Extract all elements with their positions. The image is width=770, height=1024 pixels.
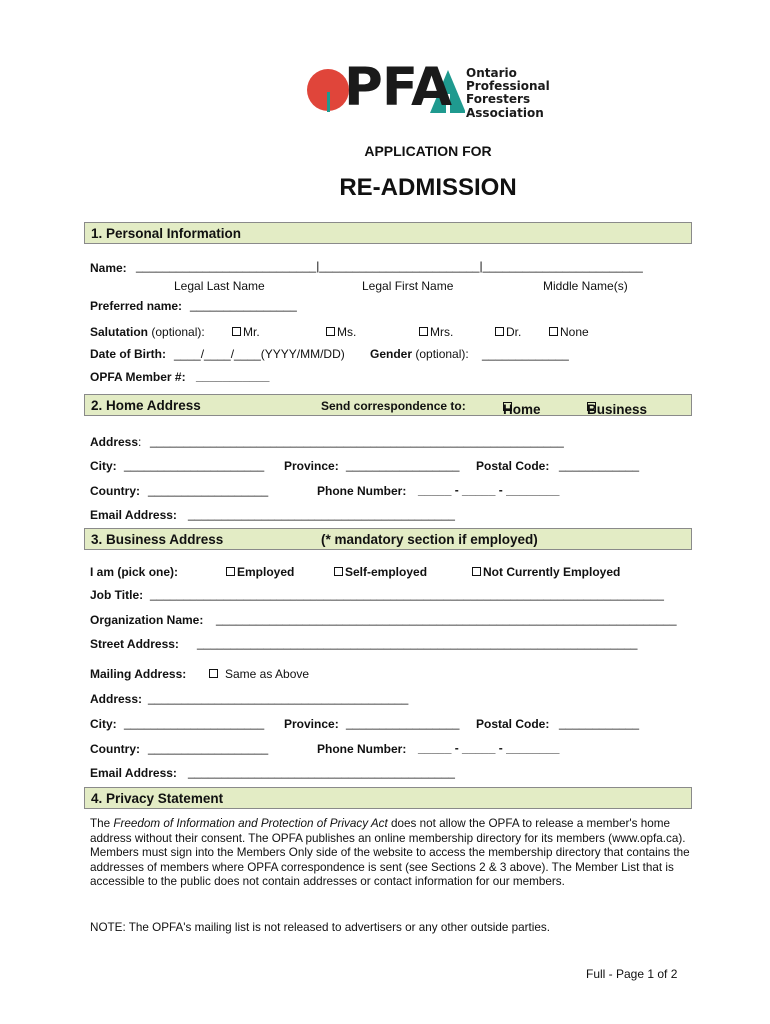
logo-org-line: Foresters <box>466 92 531 107</box>
country-label: Country: <box>90 742 140 756</box>
address-colon: : <box>138 435 142 449</box>
checkbox[interactable] <box>209 669 218 678</box>
option-label: Same as Above <box>225 667 310 681</box>
salutation-option-mr[interactable] <box>232 325 260 339</box>
page-number: Full - Page 1 of 2 <box>586 967 678 981</box>
logo-letters: PFA <box>344 57 451 118</box>
checkbox[interactable] <box>495 327 504 336</box>
name-label: Name: <box>90 261 127 275</box>
phone-label: Phone Number: <box>317 484 407 498</box>
business-city-field[interactable]: _____________________ <box>124 716 265 730</box>
mailing-list-note: NOTE: The OPFA's mailing list is not released to advertisers or any other outside parties. <box>90 921 550 934</box>
privacy-text: The <box>90 817 114 830</box>
gender-optional: (optional): <box>415 347 469 361</box>
employment-status-label: I am (pick one): <box>90 565 179 579</box>
home-address-field[interactable]: ______________________________________________________________ <box>150 434 564 448</box>
logo-org-line: Professional <box>466 79 550 94</box>
email-label: Email Address: <box>90 508 177 522</box>
mandatory-note: (* mandatory section if employed) <box>321 532 538 547</box>
option-label: Business <box>587 402 648 417</box>
province-label: Province: <box>284 717 339 731</box>
postal-code-label: Postal Code: <box>476 717 550 731</box>
gender-label: Gender <box>370 347 413 361</box>
business-email-field[interactable]: ________________________________________ <box>188 765 455 779</box>
logo-org-line: Association <box>466 105 544 120</box>
employment-option-self-employed[interactable] <box>334 565 427 579</box>
street-address-field[interactable]: __________________________________________________________________ <box>197 636 638 650</box>
business-phone-field[interactable]: _____ - _____ - ________ <box>418 741 560 755</box>
checkbox[interactable] <box>232 327 241 336</box>
preferred-name-label: Preferred name: <box>90 299 183 313</box>
city-label: City: <box>90 459 117 473</box>
employment-option-not-employed[interactable] <box>472 565 620 579</box>
member-number-label: OPFA Member #: <box>90 370 186 384</box>
privacy-text: does not allow the OPFA to release a member's home address without their consent. The OPFA publishes an online membership directory for its members (www.opfa.ca). Members must sign into the Members Only side of the website to access the membership directory that contains the addresses of members where OPFA correspondence is sent (see Sections 2 & 3 above). The Member List that is accessible to the public does not contain addresses or contact information for our members. <box>90 817 690 889</box>
checkbox[interactable] <box>549 327 558 336</box>
first-name-caption: Legal First Name <box>362 279 454 293</box>
dob-label: Date of Birth: <box>90 347 166 361</box>
send-correspondence-label: Send correspondence to: <box>321 399 466 413</box>
checkbox[interactable] <box>326 327 335 336</box>
organization-name-field[interactable]: _____________________________________________________________________ <box>216 612 677 626</box>
home-phone-field[interactable]: _____ - _____ - ________ <box>418 483 560 497</box>
section-title: 3. Business Address <box>91 532 224 547</box>
section-header-business-address <box>84 528 692 550</box>
salutation-option-none[interactable] <box>549 325 589 339</box>
section-title: 1. Personal Information <box>91 226 242 241</box>
job-title-field[interactable]: _____________________________________________________________________________ <box>150 587 664 601</box>
option-label: Mr. <box>243 325 260 339</box>
section-header-home-address <box>84 394 692 416</box>
salutation-row <box>90 325 205 339</box>
street-address-label: Street Address: <box>90 637 179 651</box>
option-label: Dr. <box>506 325 522 339</box>
option-label: Ms. <box>337 325 357 339</box>
gender-row <box>370 347 469 361</box>
checkbox[interactable] <box>472 567 481 576</box>
checkbox[interactable] <box>226 567 235 576</box>
option-label: Home <box>503 402 541 417</box>
dob-field[interactable]: ____/____/____(YYYY/MM/DD) <box>174 347 345 361</box>
option-label: Not Currently Employed <box>483 565 621 579</box>
home-email-field[interactable]: ________________________________________ <box>188 507 455 521</box>
home-city-field[interactable]: _____________________ <box>124 458 265 472</box>
mailing-address-field-label: Address: <box>90 692 143 706</box>
logo-tree-stem <box>327 92 330 112</box>
last-name-caption: Legal Last Name <box>174 279 265 293</box>
job-title-label: Job Title: <box>90 588 144 602</box>
checkbox[interactable] <box>419 327 428 336</box>
postal-code-label: Postal Code: <box>476 459 550 473</box>
salutation-label: Salutation <box>90 325 149 339</box>
option-label: None <box>560 325 589 339</box>
organization-name-label: Organization Name: <box>90 613 204 627</box>
section-header-personal-info <box>84 222 692 244</box>
option-label: Self-employed <box>345 565 428 579</box>
business-country-field[interactable]: __________________ <box>148 741 269 755</box>
privacy-paragraph <box>90 817 690 890</box>
email-label: Email Address: <box>90 766 177 780</box>
phone-label: Phone Number: <box>317 742 407 756</box>
home-country-field[interactable]: __________________ <box>148 483 269 497</box>
province-label: Province: <box>284 459 339 473</box>
mailing-address-label: Mailing Address: <box>90 667 187 681</box>
mailing-address-field[interactable]: _______________________________________ <box>148 691 409 705</box>
address-label: Address <box>90 435 139 449</box>
logo-org-name <box>466 67 550 120</box>
checkbox[interactable] <box>334 567 343 576</box>
city-label: City: <box>90 717 117 731</box>
preferred-name-field[interactable]: ________________ <box>190 298 297 312</box>
salutation-option-dr[interactable] <box>495 325 521 339</box>
same-as-above-option[interactable] <box>209 667 309 681</box>
section-header-privacy <box>84 787 692 809</box>
home-province-field[interactable]: _________________ <box>346 458 460 472</box>
application-for-heading: APPLICATION FOR <box>364 143 492 159</box>
business-postal-code-field[interactable]: ____________ <box>559 716 640 730</box>
employment-option-employed[interactable] <box>226 565 294 579</box>
gender-field[interactable]: _____________ <box>482 347 569 361</box>
member-number-field[interactable]: ___________ <box>196 369 270 383</box>
salutation-optional: (optional): <box>151 325 205 339</box>
business-province-field[interactable]: _________________ <box>346 716 460 730</box>
option-label: Mrs. <box>430 325 454 339</box>
home-postal-code-field[interactable]: ____________ <box>559 458 640 472</box>
page-title: RE-ADMISSION <box>339 174 517 201</box>
privacy-act-name: Freedom of Information and Protection of Privacy Act <box>113 817 388 830</box>
section-title: 2. Home Address <box>91 398 201 413</box>
middle-name-caption: Middle Name(s) <box>543 279 628 293</box>
section-title: 4. Privacy Statement <box>91 791 224 806</box>
logo-org-line: Ontario <box>466 66 517 80</box>
name-field[interactable]: ___________________________|________________________|________________________ <box>136 259 643 273</box>
country-label: Country: <box>90 484 140 498</box>
salutation-option-ms[interactable] <box>326 325 356 339</box>
salutation-option-mrs[interactable] <box>419 325 453 339</box>
home-address-row <box>90 435 141 449</box>
option-label: Employed <box>237 565 295 579</box>
